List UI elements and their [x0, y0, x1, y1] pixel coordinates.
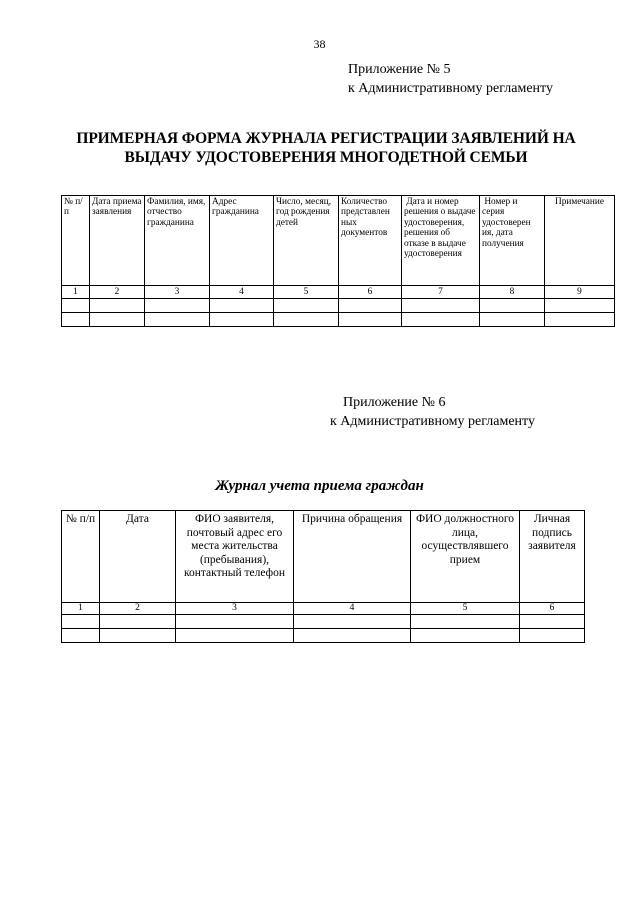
journal-form-title-line1: ПРИМЕРНАЯ ФОРМА ЖУРНАЛА РЕГИСТРАЦИИ ЗАЯВЛЕНИЙ НА	[76, 130, 576, 147]
column-number: 4	[210, 286, 274, 299]
empty-row	[62, 299, 615, 313]
column-header: Фамилия, имя, отчество гражданина	[145, 196, 210, 286]
appendix-6-caption	[330, 393, 535, 431]
column-number: 1	[62, 603, 100, 615]
column-number: 4	[294, 603, 411, 615]
column-header: Дата приема заявления	[90, 196, 145, 286]
table-header-row	[62, 511, 585, 603]
column-header: № п/п	[62, 511, 100, 603]
reception-journal-table	[61, 510, 585, 643]
column-header: Адрес гражданина	[210, 196, 274, 286]
column-header: № п/п	[62, 196, 90, 286]
column-number-row	[62, 286, 615, 299]
empty-row	[62, 615, 585, 629]
column-number: 3	[145, 286, 210, 299]
column-number: 1	[62, 286, 90, 299]
page-number: 38	[313, 37, 326, 51]
column-number: 3	[176, 603, 294, 615]
column-header: Причина обращения	[294, 511, 411, 603]
column-header: Примечание	[545, 196, 615, 286]
column-number: 6	[520, 603, 585, 615]
column-number: 8	[480, 286, 545, 299]
column-number-row	[62, 603, 585, 615]
appendix-5-reference: к Административному регламенту	[348, 81, 553, 96]
appendix-5-caption	[348, 60, 553, 98]
appendix-6-title: Приложение № 6	[343, 395, 446, 410]
column-number: 7	[402, 286, 480, 299]
appendix-6-reference: к Административному регламенту	[330, 414, 535, 429]
journal-form-title	[40, 129, 612, 167]
column-header: Число, месяц, год рождения детей	[274, 196, 339, 286]
column-header: ФИО должностного лица, осуществлявшего прием	[411, 511, 520, 603]
column-header: Количество представлен ных документов	[339, 196, 402, 286]
registration-journal-table	[61, 195, 615, 327]
column-number: 2	[90, 286, 145, 299]
column-number: 9	[545, 286, 615, 299]
column-number: 5	[411, 603, 520, 615]
column-header: Личная подпись заявителя	[520, 511, 585, 603]
empty-row	[62, 313, 615, 327]
appendix-5-title: Приложение № 5	[348, 62, 451, 77]
column-header: Номер и серия удостоверен ия, дата получения	[480, 196, 545, 286]
column-number: 2	[100, 603, 176, 615]
column-header: Дата и номер решения о выдаче удостоверения, решения об отказе в выдаче удостоверения	[402, 196, 480, 286]
column-number: 5	[274, 286, 339, 299]
empty-row	[62, 629, 585, 643]
column-header: ФИО заявителя, почтовый адрес его места жительства (пребывания), контактный телефон	[176, 511, 294, 603]
column-number: 6	[339, 286, 402, 299]
table-header-row	[62, 196, 615, 286]
reception-journal-title: Журнал учета приема граждан	[215, 478, 424, 494]
column-header: Дата	[100, 511, 176, 603]
journal-form-title-line2: ВЫДАЧУ УДОСТОВЕРЕНИЯ МНОГОДЕТНОЙ СЕМЬИ	[124, 149, 528, 166]
